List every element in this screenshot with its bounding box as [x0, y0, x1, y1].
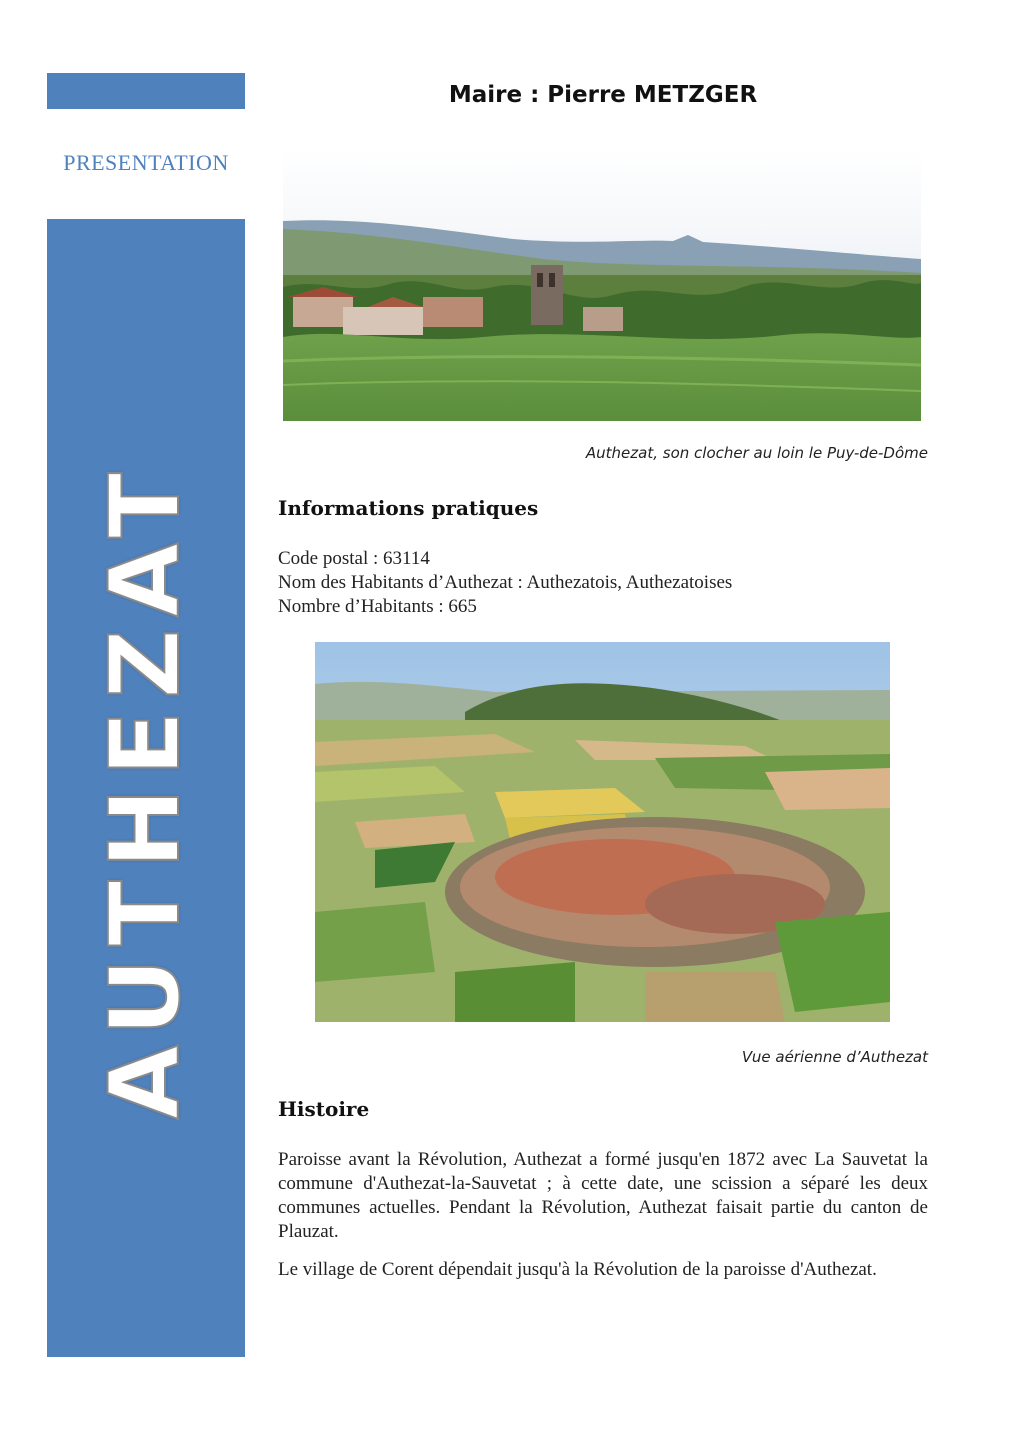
info-inhabitants-count: Nombre d’Habitants : 665: [278, 596, 477, 617]
histoire-heading: Histoire: [278, 1097, 370, 1121]
village-photo: [283, 147, 921, 421]
aerial-photo: [315, 642, 890, 1022]
histoire-paragraph-2: Le village de Corent dépendait jusqu'à la Révolution de la paroisse d'Authezat.: [278, 1259, 877, 1280]
info-postal-code: Code postal : 63114: [278, 548, 430, 569]
histoire-paragraph-1: Paroisse avant la Révolution, Authezat a formé jusqu'en 1872 avec La Sauvetat la commune d'Authezat-la-Sauvetat ; à cette date, une scission a séparé les deux communes actuelles. Pendant la Révolution, Authezat faisait partie du canton de Plauzat.: [278, 1149, 928, 1242]
info-inhabitants-name: Nom des Habitants d’Authezat : Authezatois, Authezatoises: [278, 572, 733, 593]
top-accent-bar: [47, 73, 245, 109]
aerial-photo-caption: Vue aérienne d’Authezat: [741, 1048, 928, 1066]
vertical-title: AUTHEZAT: [89, 460, 201, 1120]
village-photo-caption: Authezat, son clocher au loin le Puy-de-Dôme: [585, 444, 928, 462]
maire-heading: Maire : Pierre METZGER: [448, 82, 758, 108]
infos-heading: Informations pratiques: [278, 496, 539, 520]
infos-list: [278, 547, 732, 619]
section-label: PRESENTATION: [63, 150, 229, 175]
